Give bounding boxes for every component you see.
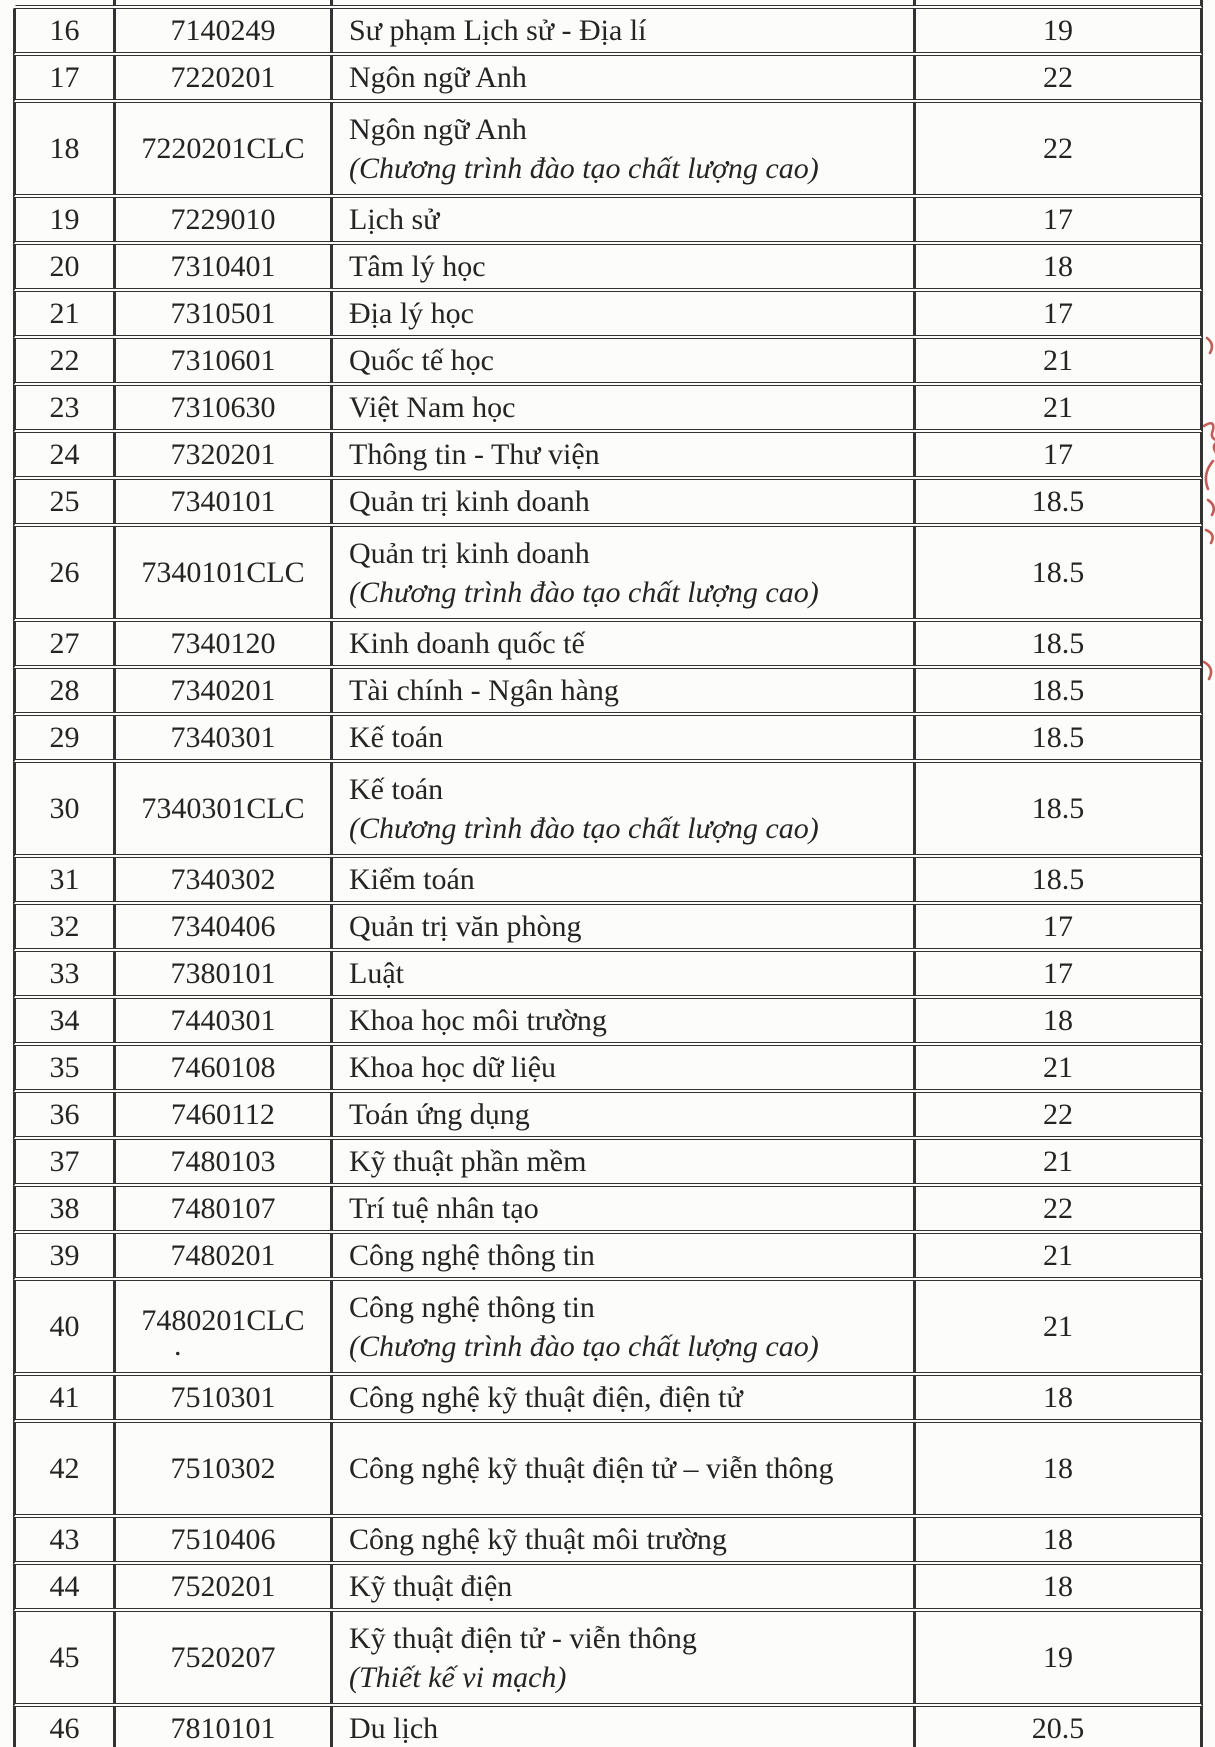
score-cell: 18 [1043,249,1073,283]
name-cell [333,669,916,712]
code-value: 7220201 [170,60,276,94]
code-value: 7310630 [170,390,276,424]
major-name: Quản trị kinh doanh [349,536,590,570]
stt-cell: 20 [16,245,116,288]
code-value: 7340101CLC [141,556,305,589]
stt-cell: 40 [16,1281,116,1372]
code-cell [116,1281,333,1372]
name-cell [333,9,916,52]
table-row [13,1093,1203,1140]
major-name: Toán ứng dụng [349,1097,530,1131]
code-cell [116,1376,333,1419]
code-value: 7340201 [170,673,276,707]
table-row [13,339,1203,386]
score-cell: 21 [1043,1050,1073,1084]
score-cell: 18 [1043,1380,1073,1414]
table-row [13,716,1203,763]
major-name: Kỹ thuật điện [349,1569,513,1603]
major-name: Kỹ thuật phần mềm [349,1144,587,1178]
score-cell: 22 [1043,1191,1073,1225]
major-name: Công nghệ thông tin [349,1290,595,1324]
code-value: 7340301CLC [141,792,305,825]
stt-cell: 29 [16,716,116,759]
score-cell: 22 [1043,132,1073,165]
stt-cell: 36 [16,1093,116,1136]
name-cell [333,433,916,476]
code-cell [116,1234,333,1277]
stt-cell: 43 [16,1518,116,1561]
score-cell [916,0,1200,5]
table-row [13,1423,1203,1518]
major-name: Việt Nam học [349,390,516,424]
table-row [13,1612,1203,1707]
code-cell [116,905,333,948]
major-note: (Chương trình đào tạo chất lượng cao) [349,575,819,609]
code-cell [116,1518,333,1561]
score-cell: 18 [1043,1569,1073,1603]
table-row [13,669,1203,716]
code-cell [116,1140,333,1183]
major-note: (Thiết kế vi mạch) [349,1660,567,1694]
name-cell [333,1612,916,1703]
stt-cell: 45 [16,1612,116,1703]
major-name: Sư phạm Lịch sử - Địa lí [349,13,647,47]
code-value: 7520201 [170,1569,276,1603]
major-note: (Chương trình đào tạo chất lượng cao) [349,811,819,845]
stt-cell: 23 [16,386,116,429]
code-cell [116,198,333,241]
score-cell: 21 [1043,390,1073,424]
table-row [13,1376,1203,1423]
code-cell [116,103,333,194]
name-cell [333,1423,916,1514]
code-value: 7480103 [170,1144,276,1178]
major-name: Quốc tế học [349,343,494,377]
stt-cell: 24 [16,433,116,476]
stt-cell: 16 [16,9,116,52]
code-value: 7340120 [170,626,276,660]
code-value: 7340301 [170,720,276,754]
stt-cell: 17 [16,56,116,99]
code-value: 7810101 [170,1711,276,1745]
score-cell: 18 [1043,1452,1073,1485]
name-cell [333,999,916,1042]
code-cell [116,433,333,476]
score-cell: 21 [1043,1238,1073,1272]
score-cell: 21 [1043,343,1073,377]
stt-cell: 39 [16,1234,116,1277]
code-cell [116,56,333,99]
name-cell [333,1140,916,1183]
table-row [13,198,1203,245]
major-name: Trí tuệ nhân tạo [349,1191,539,1225]
name-cell [333,103,916,194]
major-name: Công nghệ kỹ thuật môi trường [349,1522,727,1556]
stt-cell: 38 [16,1187,116,1230]
major-name: Du lịch [349,1711,439,1745]
table-row [13,952,1203,999]
code-cell [116,527,333,618]
code-value: 7229010 [170,202,276,236]
code-value: 7480201 [170,1238,276,1272]
score-cell: 22 [1043,60,1073,94]
table-row [13,999,1203,1046]
name-cell [333,527,916,618]
major-name: Công nghệ thông tin [349,1238,595,1272]
table-row [13,1281,1203,1376]
name-cell [333,1565,916,1608]
major-name: Kế toán [349,772,444,806]
stt-cell: 31 [16,858,116,901]
table-row [13,1046,1203,1093]
score-cell: 18.5 [1031,792,1085,825]
name-cell [333,0,916,5]
code-cell [116,1046,333,1089]
name-cell [333,1234,916,1277]
table-row [13,386,1203,433]
table-row [13,292,1203,339]
code-cell [116,622,333,665]
score-cell: 18.5 [1031,673,1085,707]
code-cell [116,1093,333,1136]
major-name: Kiểm toán [349,862,475,896]
name-cell [333,1707,916,1747]
code-cell [116,1423,333,1514]
name-cell [333,1046,916,1089]
name-cell [333,245,916,288]
table-row [13,1518,1203,1565]
code-value: 7140249 [170,13,276,47]
major-name: Kế toán [349,720,444,754]
table-row [13,9,1203,56]
code-cell [116,952,333,995]
code-cell [116,0,333,5]
table-row [13,1565,1203,1612]
code-value: 7440301 [170,1003,276,1037]
code-cell [116,999,333,1042]
score-cell: 18.5 [1031,720,1085,754]
name-cell [333,198,916,241]
score-cell: 17 [1043,296,1073,330]
stt-cell: 42 [16,1423,116,1514]
code-value: 7220201CLC [141,132,305,165]
score-cell: 17 [1043,437,1073,471]
table-row [13,1140,1203,1187]
score-cell: 18 [1043,1003,1073,1037]
red-ink-annotation [1196,330,1215,760]
code-value: 7520207 [170,1641,276,1674]
score-cell: 18.5 [1031,556,1085,589]
code-cell [116,763,333,854]
name-cell [333,763,916,854]
name-cell [333,386,916,429]
stt-cell: 22 [16,339,116,382]
table-row [13,858,1203,905]
stt-cell: 28 [16,669,116,712]
major-name: Thông tin - Thư viện [349,437,600,471]
score-cell: 21 [1043,1310,1073,1343]
name-cell [333,1518,916,1561]
major-name: Luật [349,956,404,990]
major-name: Tài chính - Ngân hàng [349,673,619,707]
stt-cell: 21 [16,292,116,335]
score-cell: 18.5 [1031,862,1085,896]
stt-cell: 35 [16,1046,116,1089]
score-cell: 17 [1043,909,1073,943]
table-row [13,763,1203,858]
code-cell [116,1612,333,1703]
stt-cell: 34 [16,999,116,1042]
code-value: 7310601 [170,343,276,377]
code-cell [116,669,333,712]
major-name: Khoa học môi trường [349,1003,607,1037]
name-cell [333,858,916,901]
stt-cell: 37 [16,1140,116,1183]
table-row [13,905,1203,952]
stt-cell: 46 [16,1707,116,1747]
major-name: Ngôn ngữ Anh [349,60,527,94]
code-cell [116,480,333,523]
code-value: 7480107 [170,1191,276,1225]
code-cell [116,858,333,901]
major-name: Kỹ thuật điện tử - viễn thông [349,1621,697,1655]
score-cell: 17 [1043,956,1073,990]
stt-cell: 18 [16,103,116,194]
major-note: (Chương trình đào tạo chất lượng cao) [349,151,819,185]
major-name: Khoa học dữ liệu [349,1050,557,1084]
code-cell [116,1187,333,1230]
code-cell [116,1707,333,1747]
stray-ink-dot: . [174,1329,182,1362]
major-name: Kinh doanh quốc tế [349,626,585,660]
code-value: 7310501 [170,296,276,330]
score-cell: 18 [1043,1522,1073,1556]
stt-cell: 25 [16,480,116,523]
score-cell: 21 [1043,1144,1073,1178]
table-row [13,527,1203,622]
major-note: (Chương trình đào tạo chất lượng cao) [349,1329,819,1363]
name-cell [333,905,916,948]
table-row [13,622,1203,669]
code-cell [116,1565,333,1608]
table-row [13,103,1203,198]
score-cell: 19 [1043,13,1073,47]
code-value: 7380101 [170,956,276,990]
name-cell [333,56,916,99]
major-name: Địa lý học [349,296,474,330]
stt-cell: 19 [16,198,116,241]
major-name: Công nghệ kỹ thuật điện tử – viễn thông [349,1452,834,1485]
code-value: 7320201 [170,437,276,471]
stt-cell: 26 [16,527,116,618]
stt-cell: 41 [16,1376,116,1419]
code-value: 7340302 [170,862,276,896]
stt-cell: 30 [16,763,116,854]
table-row [13,480,1203,527]
code-cell [116,245,333,288]
name-cell [333,1093,916,1136]
code-value: 7460108 [170,1050,276,1084]
stt-cell: 44 [16,1565,116,1608]
code-cell [116,339,333,382]
code-value: 7480201CLC [141,1304,305,1337]
score-cell: 20.5 [1031,1711,1085,1745]
name-cell [333,480,916,523]
score-cell: 18.5 [1031,484,1085,518]
code-cell [116,292,333,335]
score-cell: 17 [1043,202,1073,236]
code-cell [116,9,333,52]
red-pen-squiggles-icon [1196,330,1215,760]
name-cell [333,952,916,995]
code-value: 7510406 [170,1522,276,1556]
stt-cell: 32 [16,905,116,948]
code-value: 7340406 [170,909,276,943]
name-cell [333,1376,916,1419]
table-row [13,1234,1203,1281]
stt-cell: 33 [16,952,116,995]
code-value: 7510301 [170,1380,276,1414]
table-row [13,56,1203,103]
major-name: Tâm lý học [349,249,486,283]
stt-cell: 27 [16,622,116,665]
score-cell: 19 [1043,1641,1073,1674]
table-row [13,433,1203,480]
name-cell [333,1187,916,1230]
table-row [13,1187,1203,1234]
score-cell: 18.5 [1031,626,1085,660]
major-name: Quản trị văn phòng [349,909,582,943]
code-cell [116,716,333,759]
name-cell [333,339,916,382]
name-cell [333,1281,916,1372]
major-name: Công nghệ kỹ thuật điện, điện tử [349,1380,743,1414]
major-name: Lịch sử [349,202,440,236]
code-value: 7340101 [170,484,276,518]
major-name: Ngôn ngữ Anh [349,112,527,146]
table-row [13,1707,1203,1747]
code-value: 7460112 [171,1097,275,1131]
admission-scores-table [13,0,1203,1747]
name-cell [333,292,916,335]
table-row-cutoff [13,0,1203,9]
stt-cell [16,0,116,5]
table-row [13,245,1203,292]
code-value: 7510302 [170,1452,276,1485]
name-cell [333,716,916,759]
code-value: 7310401 [170,249,276,283]
score-cell: 22 [1043,1097,1073,1131]
major-name: Quản trị kinh doanh [349,484,590,518]
code-cell [116,386,333,429]
name-cell [333,622,916,665]
